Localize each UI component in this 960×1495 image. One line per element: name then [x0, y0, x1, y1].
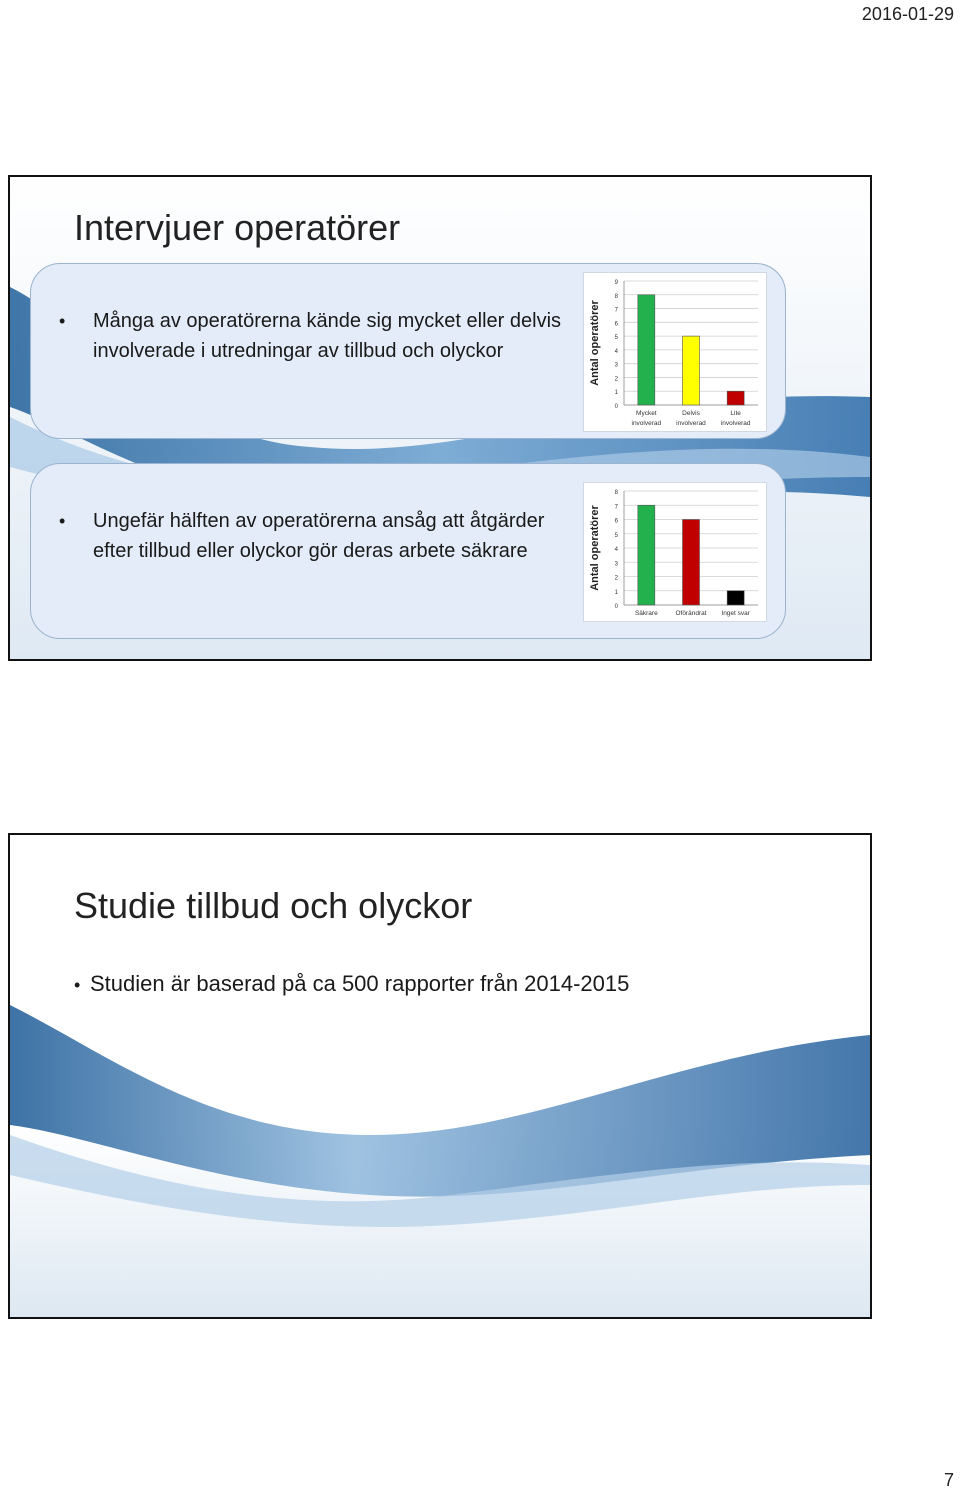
bar: [638, 505, 655, 605]
slide-2: [8, 833, 872, 1319]
safety-chart-svg: [584, 483, 766, 621]
safety-panel: [30, 463, 786, 639]
y-tick-label: 6: [614, 321, 618, 328]
y-tick-label: 3: [614, 561, 618, 568]
y-tick-label: 9: [614, 280, 618, 286]
y-tick-label: 8: [614, 293, 618, 300]
y-tick-label: 7: [614, 504, 618, 511]
y-axis-label: Antal operatörer: [589, 505, 601, 591]
bullet: •: [59, 311, 66, 331]
y-axis-label: Antal operatörer: [589, 300, 601, 386]
y-tick-label: 5: [614, 335, 618, 342]
page-number: 7: [943, 1470, 954, 1490]
y-tick-label: 4: [614, 348, 618, 355]
x-tick-label: Säkrare: [634, 610, 658, 617]
bar: [638, 295, 655, 405]
y-tick-label: 0: [614, 604, 618, 610]
x-tick-label: Mycket: [636, 410, 657, 417]
bar: [683, 520, 700, 606]
y-tick-label: 2: [614, 376, 618, 383]
y-tick-label: 1: [614, 390, 618, 397]
bar: [683, 336, 700, 405]
involvement-chart: [583, 272, 767, 432]
study-text: Studien är baserad på ca 500 rapporter från 2014-2015: [90, 971, 630, 996]
y-tick-label: 4: [614, 547, 618, 553]
y-tick-label: 6: [614, 518, 618, 525]
x-tick-label: involverad: [720, 420, 751, 427]
bullet: •: [59, 511, 66, 531]
x-tick-label: Inget svar: [721, 610, 750, 617]
x-tick-label: involverad: [676, 420, 706, 427]
slide-title: Studie tillbud och olyckor: [74, 885, 473, 926]
x-tick-label: Oförändrat: [675, 610, 707, 617]
bar: [727, 391, 744, 405]
y-tick-label: 0: [614, 404, 618, 410]
y-tick-label: 3: [614, 362, 618, 369]
involvement-panel: [30, 263, 786, 439]
slide-1: [8, 175, 872, 661]
x-tick-label: Delvis: [682, 410, 700, 417]
safety-chart: [583, 482, 767, 622]
page-date: 2016-01-29: [861, 4, 954, 24]
bar: [727, 591, 744, 605]
slide-title: Intervjuer operatörer: [74, 207, 401, 248]
y-tick-label: 5: [614, 532, 618, 539]
involvement-text: Många av operatörerna kände sig mycket eller delvis involverade i utredningar av tillbud och olyckor: [93, 310, 562, 362]
safety-text: Ungefär hälften av operatörerna ansåg att åtgärder efter tillbud eller olyckor gör deras arbete säkrare: [93, 510, 545, 562]
y-tick-label: 1: [614, 589, 618, 596]
y-tick-label: 2: [614, 575, 618, 582]
y-tick-label: 8: [614, 490, 618, 496]
x-tick-label: involverad: [631, 420, 662, 427]
x-tick-label: Lite: [730, 410, 741, 417]
y-tick-label: 7: [614, 307, 618, 314]
bullet: •: [74, 975, 81, 995]
involvement-chart-svg: [584, 273, 766, 431]
